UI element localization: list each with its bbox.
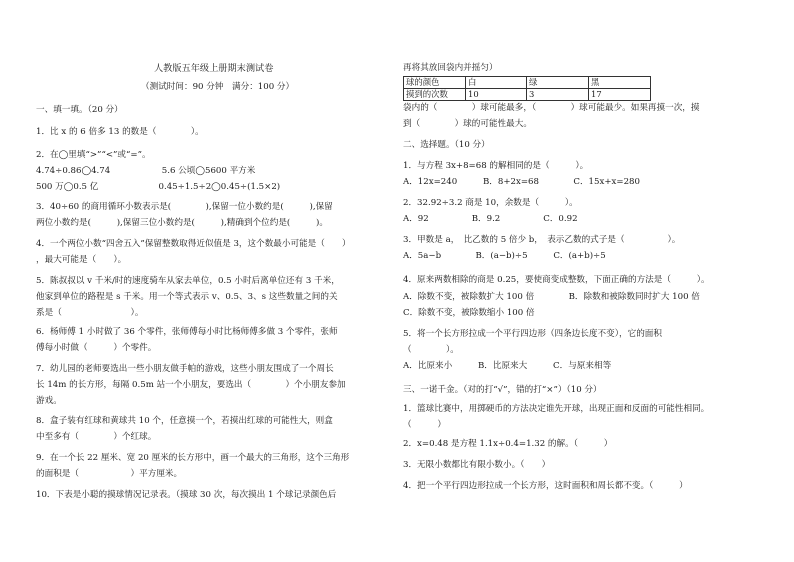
table-cell: 3	[527, 89, 589, 101]
question-line: 他家到单位的路程是 s 千米。用一个等式表示 v、0.5、3、s 这些数量之间的关	[36, 292, 338, 302]
question-line: 2．在◯里填“>”“<”或“=”。	[36, 150, 151, 160]
question-line: 2．32.92÷3.2 商是 10，余数是（ ）。	[403, 198, 578, 208]
question-line: 8．盒子装有红球和黄球共 10 个，任意摸一个，若摸出红球的可能性大，则盒	[36, 416, 333, 426]
question-line: 3．40÷60 的商用循环小数表示是( ),保留一位小数约是( ),保留	[36, 202, 333, 212]
question-line: 500 万◯0.5 亿 0.45÷1.5÷2◯0.45÷(1.5×2)	[36, 182, 281, 192]
page-title: 人教版五年级上册期末测试卷	[154, 63, 274, 74]
table-cell: 10	[466, 89, 527, 101]
ball-tally-table	[403, 76, 651, 101]
question-line: 中至多有（ ）个红球。	[36, 432, 157, 442]
question-line: 1．与方程 3x+8=68 的解相同的是（ ）。	[403, 161, 589, 171]
section-heading-judge: 三、一诺千金。（对的打“√”，错的打“×”）（10 分）	[403, 385, 602, 395]
question-line: 到（ ）球的可能性最大。	[403, 119, 532, 129]
question-line: （ ）。	[403, 345, 459, 355]
question-continuation: 再将其放回袋内并摇匀）	[403, 63, 498, 73]
question-line: 2．x=0.48 是方程 1.1x÷0.4=1.32 的解。（ ）	[403, 439, 613, 449]
question-line: ，最大可能是（ ）。	[36, 255, 127, 265]
question-line: 4．一个两位小数“四舍五入”保留整数取得近似值是 3，这个数最小可能是（ ）	[36, 239, 351, 249]
question-line: 10．下表是小聪的摸球情况记录表。（摸球 30 次，每次摸出 1 个球记录颜色后	[36, 490, 337, 500]
question-line: （ ）	[403, 420, 446, 430]
table-cell: 球的颜色	[404, 77, 466, 89]
option-line: A．除数不变，被除数扩大 100 倍 B．除数和被除数同时扩大 100 倍	[403, 292, 700, 302]
question-line: 4．把一个平行四边形拉成一个长方形，这时面积和周长都不变。（ ）	[403, 481, 688, 491]
table-cell: 黑	[589, 77, 651, 89]
question-line: 5．陈叔叔以 v 千米/时的速度骑车从家去单位，0.5 小时后离单位还有 3 千米，	[36, 276, 340, 286]
option-line: A．92 B．9.2 C．0.92	[403, 214, 578, 224]
question-line: 4．原来两数相除的商是 0.25，要使商变成整数，下面正确的方法是（ ）。	[403, 275, 710, 285]
question-line: 系是（ ）。	[36, 308, 144, 318]
question-line: 游戏。	[36, 396, 62, 406]
question-line: 1．篮球比赛中，用掷硬币的方法决定谁先开球，出现正面和反面的可能性相同。	[403, 404, 710, 414]
question-line: 袋内的（ ）球可能最多，（ ）球可能最少。如果再摸一次，摸	[403, 103, 700, 113]
exam-info: （测试时间：90 分钟 满分：100 分）	[141, 82, 295, 92]
table-cell: 白	[466, 77, 527, 89]
option-line: A．12x=240 B．8+2x=68 C．15x+x=280	[403, 177, 640, 187]
question-line: 6．杨师傅 1 小时做了 36 个零件，张师傅每小时比杨师傅多做 3 个零件，张师	[36, 327, 338, 337]
table-cell: 绿	[527, 77, 589, 89]
question-line: 7．幼儿园的老师要选出一些小朋友做手帕的游戏，这些小朋友围成了一个周长	[36, 364, 334, 374]
section-heading-fill: 一、填一填。（20 分）	[36, 105, 123, 115]
table-cell: 摸到的次数	[404, 89, 466, 101]
table-row	[404, 89, 651, 101]
question-line: 3．甲数是 a， 比乙数的 5 倍少 b， 表示乙数的式子是（ ）。	[403, 235, 681, 245]
question-line: 傅每小时做（ ）个零件。	[36, 343, 157, 353]
section-heading-choice: 二、选择题。（10 分）	[403, 140, 490, 150]
question-line: 的面积是（ ）平方厘米。	[36, 469, 183, 479]
option-line: C．除数不变，被除数缩小 100 倍	[403, 308, 535, 318]
question-line: 9．在一个长 22 厘米、宽 20 厘米的长方形中，画一个最大的三角形，这个三角形	[36, 453, 350, 463]
question-line: 两位小数约是( ),保留三位小数约是( ),精确到个位约是( )。	[36, 218, 328, 228]
table-cell: 17	[589, 89, 651, 101]
question-line: 长 14m 的长方形，每隔 0.5m 站一个小朋友，要选出（ ）个小朋友参加	[36, 380, 346, 390]
option-line: A．5a−b B．(a−b)÷5 C．(a+b)÷5	[403, 251, 606, 261]
question-line: 3．无限小数都比有限小数小。（ ）	[403, 460, 551, 470]
question-line: 5．将一个长方形拉成一个平行四边形（四条边长度不变），它的面积	[403, 329, 662, 339]
question-line: 1．比 x 的 6 倍多 13 的数是（ ）。	[36, 127, 204, 137]
option-line: A．比原来小 B．比原来大 C．与原来相等	[403, 361, 612, 371]
table-row	[404, 77, 651, 89]
question-line: 4.74÷0.86◯4.74 5.6 公顷◯5600 平方米	[36, 166, 256, 176]
